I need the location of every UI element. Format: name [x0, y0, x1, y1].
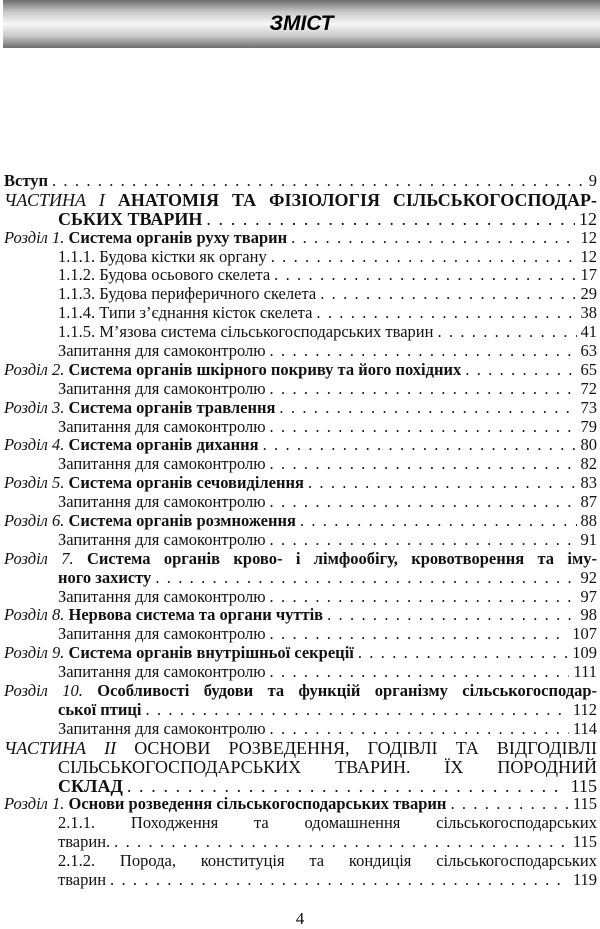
toc-line-text	[58, 493, 266, 512]
dot-leader	[52, 172, 585, 191]
toc-title: Запитання для самоконтролю	[58, 378, 266, 398]
toc-line-text	[4, 172, 48, 191]
toc-line	[4, 361, 597, 380]
toc-entry[interactable]	[4, 229, 597, 248]
toc-page-number: 115	[570, 775, 597, 796]
toc-entry[interactable]	[4, 531, 597, 550]
toc-page-number: 72	[580, 378, 597, 398]
toc-title: СІЛЬСЬКОГОСПОДАРСЬКИХ ТВАРИН. ЇХ ПОРОДНИЙ	[58, 757, 597, 777]
toc-entry[interactable]	[4, 512, 597, 531]
toc-entry[interactable]	[4, 172, 597, 191]
toc-title: 2.1.2. Порода, конституція та кондиція сільськогосподарських	[58, 852, 597, 871]
toc-line	[4, 399, 597, 418]
toc-line	[4, 493, 597, 512]
toc-entry[interactable]	[4, 418, 597, 437]
toc-prefix: ЧАСТИНА ІІ	[4, 738, 135, 758]
dot-leader	[270, 588, 577, 607]
toc-page-number: 12	[579, 208, 597, 229]
toc-title: 2.1.1. Походження та одомашнення сільськогосподарських	[58, 814, 597, 833]
toc-title: 1.1.1. Будова кістки як органу	[58, 246, 267, 266]
dot-leader	[270, 663, 570, 682]
toc-prefix: Розділ 1.	[4, 227, 69, 247]
toc-title: СЬКИХ ТВАРИН	[58, 208, 203, 229]
dot-leader	[270, 380, 577, 399]
dot-leader	[300, 512, 577, 531]
toc-entry[interactable]	[4, 323, 597, 342]
dot-leader	[327, 606, 576, 625]
toc-title: АНАТОМІЯ ТА ФІЗІОЛОГІЯ СІЛЬСЬКОГОСПОДАР-	[117, 190, 597, 210]
toc-page-number: 63	[580, 341, 597, 361]
toc-line-text	[58, 777, 123, 796]
toc-page-number: 87	[580, 492, 597, 512]
toc-line	[4, 474, 597, 493]
toc-page-number: 107	[572, 624, 597, 644]
toc-entry[interactable]	[4, 814, 597, 852]
toc-line-text	[58, 588, 266, 607]
toc-line	[4, 229, 597, 248]
toc-title: Запитання для самоконтролю	[58, 624, 266, 644]
toc-line	[4, 720, 597, 739]
page-title: ЗМІСТ	[269, 12, 334, 35]
toc-line-text	[58, 285, 316, 304]
dot-leader	[271, 248, 577, 267]
toc-page-number: 115	[572, 832, 597, 852]
toc-title: Запитання для самоконтролю	[58, 416, 266, 436]
toc-title: ного захисту	[58, 567, 152, 587]
toc-title: Запитання для самоконтролю	[58, 662, 266, 682]
toc-prefix: Розділ 5.	[4, 473, 69, 493]
toc-line-text	[4, 550, 597, 569]
toc-line	[4, 323, 597, 342]
toc-line-text	[4, 644, 354, 663]
dot-leader	[146, 701, 569, 720]
toc-entry[interactable]	[4, 795, 597, 814]
toc-entry[interactable]	[4, 361, 597, 380]
toc-line	[4, 248, 597, 267]
toc-line	[4, 871, 597, 890]
toc-line-text	[58, 210, 202, 229]
toc-line-text	[4, 739, 597, 758]
toc-entry[interactable]	[4, 644, 597, 663]
toc-title: 1.1.5. М’язова система сільськогосподарських тварин	[58, 322, 434, 342]
toc-page-number: 92	[580, 567, 597, 587]
toc-line	[4, 569, 597, 588]
toc-page-number: 82	[580, 454, 597, 474]
toc-line	[4, 191, 597, 210]
dot-leader	[270, 455, 577, 474]
toc-page-number: 80	[580, 435, 597, 455]
toc-entry[interactable]	[4, 380, 597, 399]
toc-entry[interactable]	[4, 285, 597, 304]
toc-line-text	[4, 512, 296, 531]
toc-line-text	[4, 795, 446, 814]
toc-line	[4, 304, 597, 323]
toc-line	[4, 380, 597, 399]
dot-leader	[465, 361, 576, 380]
toc-line	[4, 550, 597, 569]
toc-entry[interactable]	[4, 588, 597, 607]
toc-title: Система органів сечовиділення	[68, 473, 304, 493]
toc-entry[interactable]	[4, 852, 597, 890]
toc-prefix: Розділ 8.	[4, 605, 69, 625]
toc-title: 1.1.3. Будова периферичного скелета	[58, 284, 317, 304]
toc-line	[4, 342, 597, 361]
dot-leader	[437, 323, 576, 342]
toc-title: СКЛАД	[58, 775, 123, 796]
toc-title: Система органів внутрішньої секреції	[68, 643, 354, 663]
toc-title: Система органів руху тварин	[68, 227, 288, 247]
dot-leader	[316, 304, 576, 323]
toc-title: Система органів травлення	[68, 397, 276, 417]
toc-line-text	[58, 304, 312, 323]
toc-title: Система органів розмноження	[68, 511, 296, 531]
toc-line-text	[58, 266, 270, 285]
toc-title: Запитання для самоконтролю	[58, 586, 266, 606]
toc-title: 1.1.4. Типи з’єднання кісток скелета	[58, 303, 313, 323]
toc-line	[4, 663, 597, 682]
toc-entry[interactable]	[4, 550, 597, 588]
toc-line-text	[58, 833, 110, 852]
toc-line-text	[4, 361, 461, 380]
table-of-contents	[4, 172, 597, 890]
toc-title: тварин.	[58, 832, 111, 852]
toc-prefix: ЧАСТИНА І	[4, 190, 118, 210]
toc-line-text	[58, 248, 267, 267]
toc-line-text	[4, 191, 597, 210]
toc-line-text	[58, 323, 433, 342]
toc-entry[interactable]	[4, 342, 597, 361]
toc-line-text	[4, 436, 259, 455]
toc-page-number: 79	[580, 416, 597, 436]
toc-entry[interactable]	[4, 455, 597, 474]
toc-page-number: 17	[580, 265, 597, 285]
toc-prefix: Розділ 10.	[4, 682, 98, 701]
toc-line	[4, 739, 597, 758]
toc-page-number: 97	[580, 586, 597, 606]
toc-page-number: 91	[580, 529, 597, 549]
toc-entry[interactable]	[4, 625, 597, 644]
toc-line-text	[4, 474, 304, 493]
toc-line	[4, 172, 597, 191]
dot-leader	[450, 795, 568, 814]
toc-line	[4, 455, 597, 474]
toc-title: Система органів шкірного покриву та його похідних	[68, 359, 462, 379]
toc-page-number: 38	[580, 303, 597, 323]
toc-title: Нервова система та органи чуттів	[68, 605, 324, 625]
toc-line	[4, 682, 597, 701]
toc-page-number: 9	[588, 171, 597, 190]
toc-page-number: 109	[572, 643, 597, 663]
toc-entry[interactable]	[4, 682, 597, 720]
toc-prefix: Розділ 2.	[4, 359, 69, 379]
toc-page-number: 83	[580, 473, 597, 493]
toc-line	[4, 606, 597, 625]
dot-leader	[270, 493, 577, 512]
toc-line	[4, 285, 597, 304]
toc-page-number: 29	[580, 284, 597, 304]
toc-line-text	[58, 418, 266, 437]
dot-leader	[270, 418, 577, 437]
toc-page-number: 73	[580, 397, 597, 417]
header-banner	[3, 0, 600, 48]
dot-leader	[308, 474, 577, 493]
toc-line-text	[4, 229, 287, 248]
toc-page-number: 12	[580, 246, 597, 266]
toc-title: 1.1.2. Будова осьового скелета	[58, 265, 271, 285]
toc-line	[4, 588, 597, 607]
toc-page-number: 65	[580, 359, 597, 379]
toc-line-text	[58, 531, 266, 550]
toc-title: Запитання для самоконтролю	[58, 454, 266, 474]
dot-leader	[270, 342, 577, 361]
dot-leader	[274, 266, 576, 285]
toc-entry[interactable]	[4, 399, 597, 418]
toc-line-text	[58, 852, 597, 871]
toc-entry[interactable]	[4, 493, 597, 512]
dot-leader	[206, 210, 575, 229]
toc-title: Запитання для самоконтролю	[58, 341, 266, 361]
toc-title: Запитання для самоконтролю	[58, 718, 266, 738]
toc-line-text	[58, 455, 266, 474]
toc-title: Особливості будови та функцій організму сільськогосподар-	[97, 682, 597, 701]
toc-prefix: Розділ 9.	[4, 643, 69, 663]
toc-page-number: 12	[580, 227, 597, 247]
dot-leader	[110, 871, 569, 890]
toc-page-number: 111	[573, 662, 597, 682]
toc-page-number: 112	[572, 699, 597, 719]
toc-line-text	[58, 663, 266, 682]
toc-entry[interactable]	[4, 720, 597, 739]
toc-line-text	[58, 814, 597, 833]
dot-leader	[127, 777, 567, 796]
toc-line-text	[58, 625, 266, 644]
toc-title: тварин	[58, 869, 107, 889]
dot-leader	[358, 644, 568, 663]
toc-title: Система органів дихання	[68, 435, 259, 455]
toc-title: Основи розведення сільськогосподарських тварин	[68, 794, 447, 814]
dot-leader	[155, 569, 576, 588]
toc-line-text	[4, 606, 323, 625]
toc-line-text	[58, 720, 266, 739]
toc-entry[interactable]	[4, 266, 597, 285]
toc-title: Запитання для самоконтролю	[58, 529, 266, 549]
toc-line-text	[58, 342, 266, 361]
toc-prefix: Розділ 6.	[4, 511, 69, 531]
toc-page-number: 115	[572, 794, 597, 814]
dot-leader	[270, 531, 577, 550]
toc-line	[4, 644, 597, 663]
toc-line	[4, 701, 597, 720]
toc-entry[interactable]	[4, 436, 597, 455]
toc-line	[4, 210, 597, 229]
toc-entry[interactable]	[4, 248, 597, 267]
toc-title: ОСНОВИ РОЗВЕДЕННЯ, ГОДІВЛІ ТА ВІДГОДІВЛІ	[134, 738, 597, 758]
dot-leader	[279, 399, 576, 418]
toc-prefix: Розділ 1.	[4, 794, 69, 814]
toc-page-number: 41	[580, 322, 597, 342]
toc-entry[interactable]	[4, 739, 597, 796]
toc-entry[interactable]	[4, 304, 597, 323]
toc-line-text	[58, 569, 151, 588]
toc-title: ської птиці	[58, 699, 142, 719]
toc-line	[4, 512, 597, 531]
toc-line	[4, 436, 597, 455]
toc-line	[4, 795, 597, 814]
toc-entry[interactable]	[4, 606, 597, 625]
toc-line	[4, 814, 597, 833]
toc-title: Вступ	[4, 171, 48, 190]
toc-line-text	[58, 758, 597, 777]
toc-title: Запитання для самоконтролю	[58, 492, 266, 512]
dot-leader	[270, 720, 569, 739]
dot-leader	[114, 833, 569, 852]
toc-entry[interactable]	[4, 663, 597, 682]
dot-leader	[270, 625, 569, 644]
toc-line-text	[58, 701, 142, 720]
toc-prefix: Розділ 7.	[4, 549, 87, 568]
toc-page-number: 98	[580, 605, 597, 625]
toc-page-number: 119	[572, 869, 597, 889]
toc-line-text	[4, 399, 275, 418]
toc-line-text	[58, 380, 266, 399]
toc-line	[4, 531, 597, 550]
toc-line	[4, 625, 597, 644]
toc-line-text	[58, 871, 106, 890]
toc-entry[interactable]	[4, 474, 597, 493]
dot-leader	[320, 285, 576, 304]
toc-line	[4, 418, 597, 437]
page-number: 4	[295, 909, 305, 928]
toc-line	[4, 266, 597, 285]
toc-page-number: 88	[580, 511, 597, 531]
toc-title: Система органів крово- і лімфообігу, кровотворення та іму-	[86, 549, 597, 568]
dot-leader	[263, 436, 577, 455]
toc-page-number: 114	[572, 718, 597, 738]
toc-line	[4, 833, 597, 852]
toc-line	[4, 777, 597, 796]
toc-prefix: Розділ 4.	[4, 435, 69, 455]
toc-line	[4, 758, 597, 777]
toc-line-text	[4, 682, 597, 701]
toc-prefix: Розділ 3.	[4, 397, 69, 417]
toc-entry[interactable]	[4, 191, 597, 229]
dot-leader	[291, 229, 576, 248]
toc-line	[4, 852, 597, 871]
